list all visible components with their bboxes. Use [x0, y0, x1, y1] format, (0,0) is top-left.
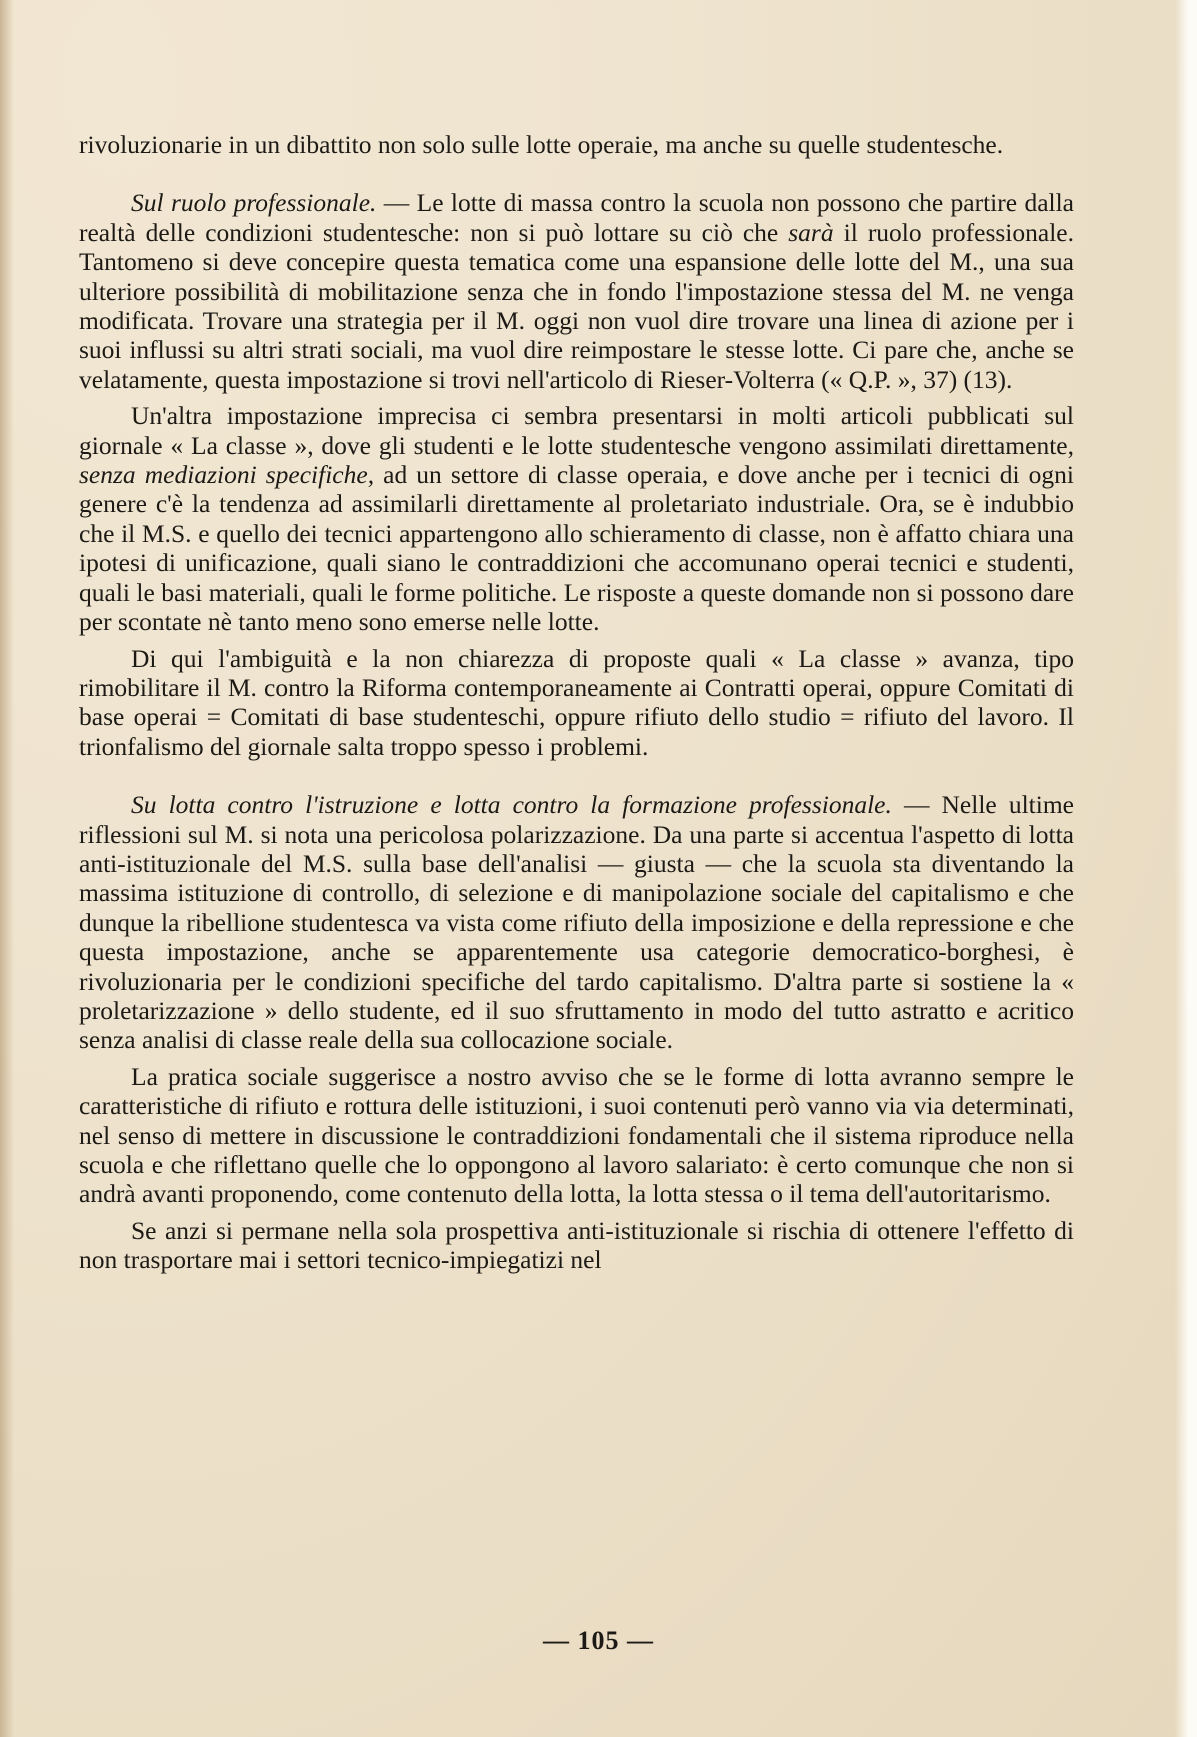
paragraph-ambiguita: Di qui l'ambiguità e la non chiarezza di proposte quali « La classe » avanza, tipo rimobilitare il M. contro la Riforma contemporaneamente ai Contratti operai, oppure Comitati di base operai = Comitati di base studenteschi, oppure rifiuto dello studio = rifiuto del lavoro. Il trionfalismo del giornale salta troppo spesso i problemi. [79, 643, 1074, 761]
paragraph-text: — Le lotte di massa contro la scuola non possono che partire dalla realtà delle condizioni studentesche: non si può lottare su ciò che [79, 188, 1074, 247]
paragraph-text: il ruolo professionale. Tantomeno si deve concepire questa tematica come una espansione delle lotte del M., una sua ulteriore possibilità di mobilitazione senza che in fondo l'impostazione stessa del M. ne venga modificata. Trovare una strategia per il M. oggi non vuol dire trovare una linea di azione per i suoi influssi su altri strati sociali, ma vuol dire reimpostare le stesse lotte. Ci pare che, anche se velatamente, questa impostazione si trovi nell'articolo di Rieser-Volterra (« Q.P. », 37) (13). [79, 217, 1074, 394]
paragraph-text: ad un settore di classe operaia, e dove anche per i tecnici di ogni genere c'è la tendenza ad assimilarli direttamente al proletariato industriale. Ora, se è indubbio che il M.S. e quello dei tecnici appartengono allo schieramento di classe, non è affatto chiara una ipotesi di unificazione, quali siano le contraddizioni che accomunano operai tecnici e studenti, quali le basi materiali, quali le forme politiche. Le risposte a queste domande non si possono dare per scontate nè tanto meno sono emerse nelle lotte. [79, 460, 1075, 637]
paragraph-istruzione [79, 790, 1074, 1055]
paragraph-la-classe [79, 401, 1074, 636]
section-heading-istruzione: Su lotta contro l'istruzione e lotta contro la formazione professionale. [131, 790, 892, 820]
emphasis-text: sarà [788, 217, 834, 247]
body-text [79, 130, 1074, 1275]
page-number: — 105 — [543, 1626, 654, 1655]
paragraph-ruolo-professionale [79, 188, 1074, 394]
section-heading-ruolo-professionale: Sul ruolo professionale. [131, 188, 377, 218]
emphasis-text: senza mediazioni specifiche, [79, 460, 375, 490]
paragraph-anti-istituzionale: Se anzi si permane nella sola prospettiva anti-istituzionale si rischia di ottenere l'effetto di non trasportare mai i settori tecnico-impiegatizi nel [79, 1215, 1074, 1275]
paragraph-pratica-sociale: La pratica sociale suggerisce a nostro avviso che se le forme di lotta avranno sempre le caratteristiche di rifiuto e rottura delle istituzioni, i suoi contenuti però vanno via via determinati, nel senso di mettere in discussione le contraddizioni fondamentali che il sistema riproduce nella scuola e che riflettano quelle che lo oppongono al lavoro salariato: è certo comunque che non si andrà avanti proponendo, come contenuto della lotta, la lotta stessa o il tema dell'autoritarismo. [79, 1061, 1074, 1209]
paragraph-continuation: rivoluzionarie in un dibattito non solo sulle lotte operaie, ma anche su quelle studentesche. [79, 130, 1004, 159]
paragraph-text: — Nelle ultime riflessioni sul M. si nota una pericolosa polarizzazione. Da una parte si accentua l'aspetto di lotta anti-istituzionale del M.S. sulla base dell'analisi — giusta — che la scuola sta diventando la massima istituzione di controllo, di selezione e di manipolazione sociale del capitalismo e che dunque la ribellione studentesca va vista come rifiuto della imposizione e della repressione e che questa impostazione, anche se apparentemente usa categorie democratico-borghesi, è rivoluzionaria per le condizioni specifiche del tardo capitalismo. D'altra parte si sostiene la « proletarizzazione » dello studente, ed il suo sfruttamento in modo del tutto astratto e acritico senza analisi di classe reale della sua collocazione sociale. [79, 790, 1074, 1055]
paragraph-text: Un'altra impostazione imprecisa ci sembra presentarsi in molti articoli pubblicati sul giornale « La classe », dove gli studenti e le lotte studentesche vengono assimilati direttamente, [79, 401, 1074, 460]
